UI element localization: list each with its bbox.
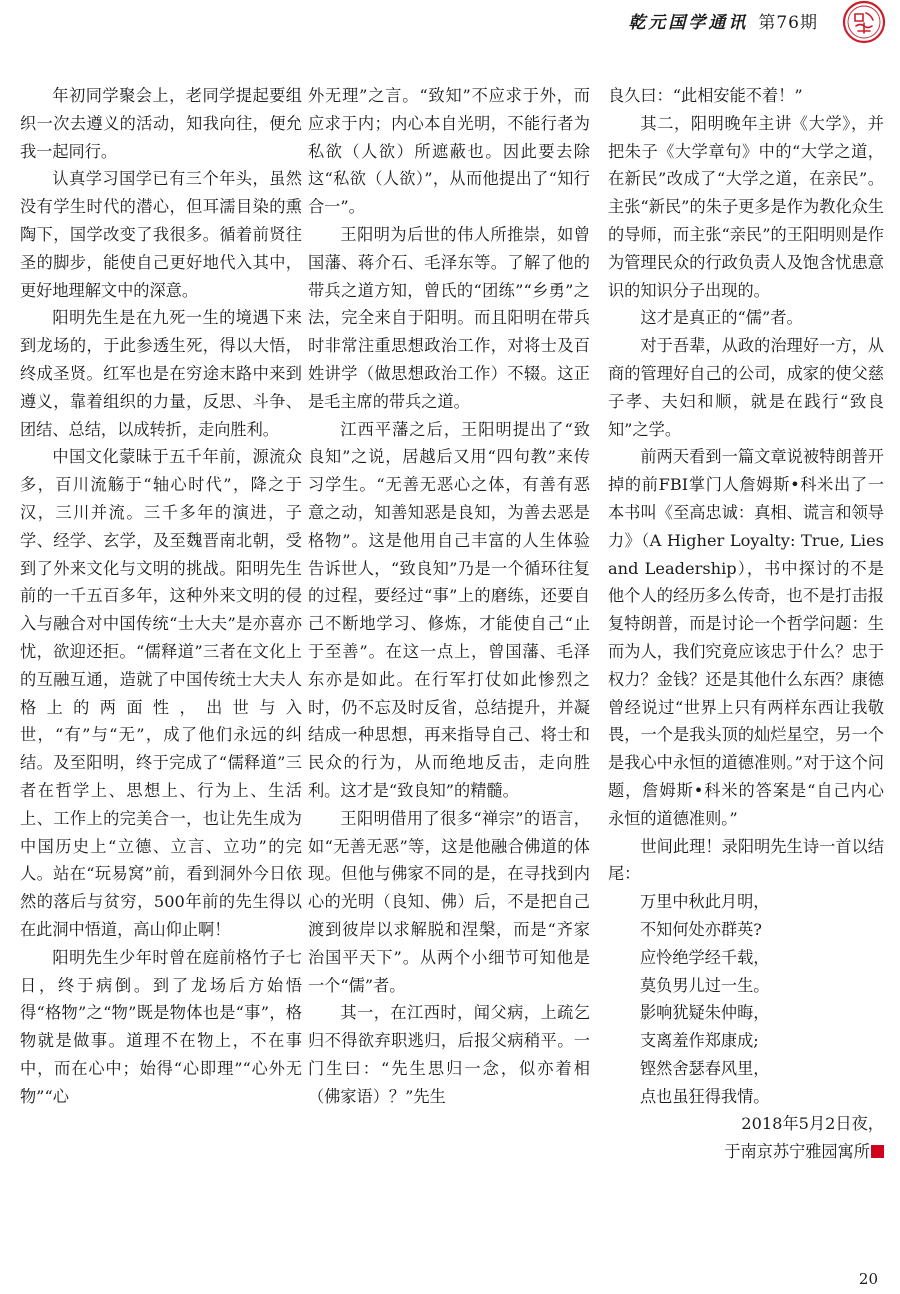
paragraph-continued: 良久曰：“此相安能不着！”: [608, 86, 803, 105]
poem-line: 支离羞作郑康成;: [640, 1031, 759, 1051]
poem-line: 铿然舍瑟春风里，: [640, 1058, 770, 1078]
paragraph: 江西平藩之后，王阳明提出了“致良知”之说，居越后又用“四句教”来传习学生。“无善无恶心之体，有善有恶意之动，知善知恶是良知，为善去恶是格物”。这是他用自己丰富的人生体验告诉世人，“致良知”乃是一个循环往复的过程，要经过“事”上的磨练，还要自己不断地学习、修炼，才能使自己“止于至善”。在这一点上，曾国藩、毛泽东亦是如此。在行军打仗如此惨烈之时，仍不忘及时反省，总结提升，并凝结成一种思想，再来指导自己、将士和民众的行为，从而绝地反击，走向胜利。这才是“致良知”的精髓。: [308, 419, 590, 800]
seal-stamp-icon: [842, 0, 886, 44]
poem: [608, 888, 884, 1110]
poem-line: 应怜绝学经千载，: [640, 947, 770, 967]
paragraph: 王阳明为后世的伟人所推崇，如曾国藩、蒋介石、毛泽东等。了解了他的带兵之道方知，曾氏的“团练”“乡勇”之法，完全来自于阳明。而且阳明在带兵时非常注重思想政治工作，对将士及百姓讲学（做思想政治工作）不辍。这正是毛主席的带兵之道。: [308, 224, 590, 411]
paragraph: 对于吾辈，从政的治理好一方，从商的管理好自己的公司，成家的使父慈子孝、夫妇和顺，就是在践行“致良知”之学。: [608, 336, 884, 439]
paragraph-continued: 外无理”之言。“致知”不应求于外，而应求于内；内心本自光明，不能行者为私欲（人欲）所遮蔽也。因此要去除这“私欲（人欲）”，从而他提出了“知行合一”。: [308, 86, 590, 217]
poem-line: 影响犹疑朱仲晦，: [640, 1003, 770, 1023]
journal-title: 乾元国学通讯: [628, 13, 749, 33]
signoff-date: 2018年5月2日夜，: [741, 1114, 884, 1134]
paragraph: 年初同学聚会上，老同学提起要组织一次去遵义的活动，知我向往，便允我一起同行。: [20, 86, 302, 161]
poem-line: 点也虽狂得我情。: [640, 1086, 770, 1106]
paragraph: 阳明先生是在九死一生的境遇下来到龙场的，于此参透生死，得以大悟，终成圣贤。红军也是在穷途末路中来到遵义，靠着组织的力量，反思、斗争、团结、总结，以成转折，走向胜利。: [20, 308, 302, 439]
issue-number: 第76期: [758, 13, 818, 33]
paragraph: 认真学习国学已有三个年头，虽然没有学生时代的潜心，但耳濡目染的熏陶下，国学改变了我很多。循着前贤往圣的脚步，能使自己更好地代入其中，更好地理解文中的深意。: [20, 169, 302, 300]
page-number: 20: [858, 1270, 878, 1288]
text-column-1: [20, 82, 302, 1110]
poem-line: 不知何处亦群英?: [640, 919, 762, 939]
masthead: [628, 8, 818, 33]
signoff-place: [608, 1138, 884, 1166]
signoff-place-text: 于南京苏宁雅园寓所: [724, 1142, 870, 1162]
paragraph: 世间此理！录阳明先生诗一首以结尾：: [608, 836, 884, 884]
paragraph: 这才是真正的“儒”者。: [640, 308, 803, 328]
paragraph: 王阳明借用了很多“禅宗”的语言，如“无善无恶”等，这是他融合佛道的体现。但他与佛家不同的是，在寻找到内心的光明（良知、佛）后，不是把自己渡到彼岸以求解脱和涅槃，而是“齐家治国平天下”。从两个小细节可知他是一个“儒”者。: [308, 808, 590, 995]
poem-line: 万里中秋此月明，: [640, 892, 770, 912]
paragraph: 前两天看到一篇文章说被特朗普开掉的前FBI掌门人詹姆斯•科米出了一本书叫《至高忠诚：真相、谎言和领导力》（A Higher Loyalty: True, Lies and Leadership），书中探讨的不是他个人的经历多么传奇，也不是打击报复特朗普，而是讨论一个哲学问题：生而为人，我们究竟应该忠于什么？忠于权力？金钱？还是其他什么东西？康德曾经说过“世界上只有两样东西让我敬畏，一个是我头顶的灿烂星空，另一个是我心中永恒的道德准则。”对于这个问题，詹姆斯•科米的答案是“自己内心永恒的道德准则。”: [608, 447, 884, 828]
text-column-3: [608, 82, 884, 1166]
paragraph: 阳明先生少年时曾在庭前格竹子七日，终于病倒。到了龙场后方始悟得“格物”之“物”既是物体也是“事”，格物就是做事。道理不在物上，不在事中，而在心中；始得“心即理”“心外无物”“心: [20, 947, 302, 1106]
paragraph: 其一，在江西时，闻父病，上疏乞归不得欲弃职逃归，后报父病稍平。一门生曰：“先生思归一念，似亦着相（佛家语）？”先生: [308, 1003, 590, 1106]
paragraph: 中国文化蒙昧于五千年前，源流众多，百川流觞于“轴心时代”，降之于汉，三川并流。三千多年的演进，子学、经学、玄学，及至魏晋南北朝，受到了外来文化与文明的挑战。阳明先生前的一千五百多年，这种外来文明的侵入与融合对中国传统“士大夫”是亦喜亦忧，欲迎还拒。“儒释道”三者在文化上的互融互通，造就了中国传统士大夫人格上的两面性，出世与入世，“有”与“无”，成了他们永远的纠结。及至阳明，终于完成了“儒释道”三者在哲学上、思想上、行为上、生活上、工作上的完美合一，也让先生成为中国历史上“立德、立言、立功”的完人。站在“玩易窝”前，看到洞外今日依然的落后与贫穷，500年前的先生得以在此洞中悟道，高山仰止啊！: [20, 447, 302, 939]
text-column-2: [308, 82, 590, 1110]
poem-line: 莫负男儿过一生。: [640, 975, 770, 995]
paragraph: 其二，阳明晚年主讲《大学》，并把朱子《大学章句》中的“大学之道，在新民”改成了“大学之道，在亲民”。主张“新民”的朱子更多是作为教化众生的导师，而主张“亲民”的王阳明则是作为管理民众的行政负责人及饱含忧患意识的知识分子出现的。: [608, 113, 884, 300]
end-mark-icon: [871, 1145, 884, 1158]
page-header: [0, 0, 900, 40]
